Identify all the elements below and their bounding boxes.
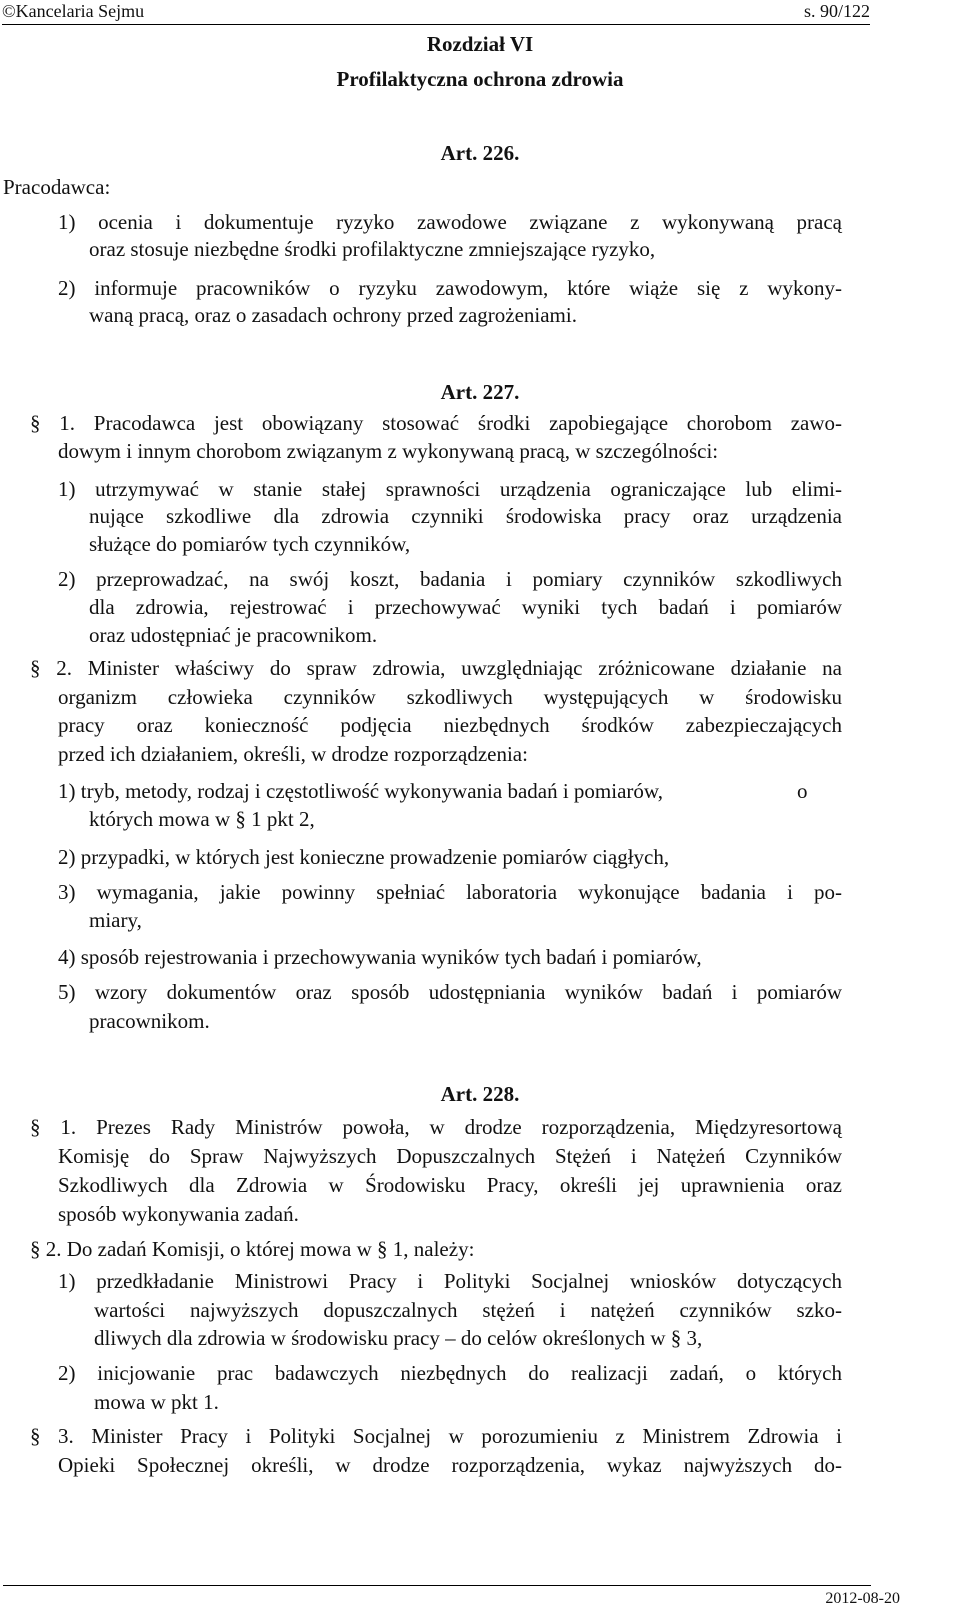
paragraph: § 1. Pracodawca jest obowiązany stosować środki zapobiegające chorobom zawo- <box>30 411 842 435</box>
list-item-continuation: dliwych dla zdrowia w środowisku pracy – do celów określonych w § 3, <box>94 1326 703 1350</box>
list-item: 2) przeprowadzać, na swój koszt, badania i pomiary czynników szkodliwych <box>58 567 842 591</box>
paragraph-continuation: sposób wykonywania zadań. <box>58 1202 299 1226</box>
list-item-continuation: mowa w pkt 1. <box>94 1390 219 1414</box>
paragraph-continuation: organizm człowieka czynników szkodliwych występujących w środowisku <box>58 685 842 709</box>
article-228-heading: Art. 228. <box>440 1082 520 1106</box>
list-item-continuation: dla zdrowia, rejestrować i przechowywać wyniki tych badań i pomiarów <box>89 595 842 619</box>
page-number: s. 90/122 <box>803 1 870 21</box>
list-item-continuation: których mowa w § 1 pkt 2, <box>89 807 315 831</box>
paragraph: § 2. Minister właściwy do spraw zdrowia, uwzględniając zróżnicowane działanie na <box>30 656 842 680</box>
article-227-heading: Art. 227. <box>440 380 520 404</box>
paragraph-continuation: Szkodliwych dla Zdrowia w Środowisku Pracy, określi jej uprawnienia oraz <box>58 1173 842 1197</box>
paragraph-continuation: dowym i innym chorobom związanym z wykonywaną pracą, w szczególności: <box>58 439 719 463</box>
paragraph-continuation: Opieki Społecznej określi, w drodze rozporządzenia, wykaz najwyższych do- <box>58 1453 842 1477</box>
list-item: 2) przypadki, w których jest konieczne prowadzenie pomiarów ciągłych, <box>58 845 670 869</box>
list-item: 1) ocenia i dokumentuje ryzyko zawodowe związane z wykonywaną pracą <box>58 210 842 234</box>
paragraph-continuation: przed ich działaniem, określi, w drodze rozporządzenia: <box>58 742 528 766</box>
list-item-continuation: oraz stosuje niezbędne środki profilaktyczne zmniejszające ryzyko, <box>89 237 656 261</box>
list-item-continuation: wartości najwyższych dopuszczalnych stężeń i natężeń czynników szko- <box>94 1298 842 1322</box>
paragraph-continuation: pracy oraz konieczność podjęcia niezbędnych środków zabezpieczających <box>58 713 842 737</box>
list-item: 3) wymagania, jakie powinny spełniać laboratoria wykonujące badania i po- <box>58 880 842 904</box>
list-item-continuation: miary, <box>89 908 142 932</box>
list-item: 2) inicjowanie prac badawczych niezbędnych do realizacji zadań, o których <box>58 1361 842 1385</box>
article-226-heading: Art. 226. <box>440 141 520 165</box>
article-226-intro: Pracodawca: <box>3 175 111 199</box>
footer-date: 2012-08-20 <box>825 1590 900 1607</box>
list-item-continuation: waną pracą, oraz o zasadach ochrony przed zagrożeniami. <box>89 303 577 327</box>
list-item: 2) informuje pracowników o ryzyku zawodowym, które wiąże się z wykony- <box>58 276 842 300</box>
page-header <box>2 0 870 25</box>
list-item: 1) utrzymywać w stanie stałej sprawności urządzenia ograniczające lub elimi- <box>58 477 842 501</box>
list-item: 5) wzory dokumentów oraz sposób udostępniania wyników badań i pomiarów <box>58 980 842 1004</box>
list-item: 1) tryb, metody, rodzaj i częstotliwość wykonywania badań i pomiarów, <box>58 779 663 803</box>
list-item-continuation: służące do pomiarów tych czynników, <box>89 532 411 556</box>
list-item: 4) sposób rejestrowania i przechowywania wyników tych badań i pomiarów, <box>58 945 702 969</box>
footer-divider <box>3 1585 871 1586</box>
copyright-label: ©Kancelaria Sejmu <box>2 1 145 21</box>
list-item-continuation: nujące szkodliwe dla zdrowia czynniki środowiska pracy oraz urządzenia <box>89 504 842 528</box>
list-item-fragment: o <box>797 779 808 803</box>
chapter-title: Rozdział VI <box>426 32 534 56</box>
list-item-continuation: pracownikom. <box>89 1009 210 1033</box>
paragraph: § 2. Do zadań Komisji, o której mowa w § 1, należy: <box>30 1237 475 1261</box>
paragraph: § 3. Minister Pracy i Polityki Socjalnej w porozumieniu z Ministrem Zdrowia i <box>30 1424 842 1448</box>
paragraph: § 1. Prezes Rady Ministrów powoła, w drodze rozporządzenia, Międzyresortową <box>30 1115 842 1139</box>
chapter-subtitle: Profilaktyczna ochrona zdrowia <box>336 67 624 91</box>
list-item: 1) przedkładanie Ministrowi Pracy i Polityki Socjalnej wniosków dotyczących <box>58 1269 842 1293</box>
paragraph-continuation: Komisję do Spraw Najwyższych Dopuszczalnych Stężeń i Natężeń Czynników <box>58 1144 842 1168</box>
list-item-continuation: oraz udostępniać je pracownikom. <box>89 623 378 647</box>
